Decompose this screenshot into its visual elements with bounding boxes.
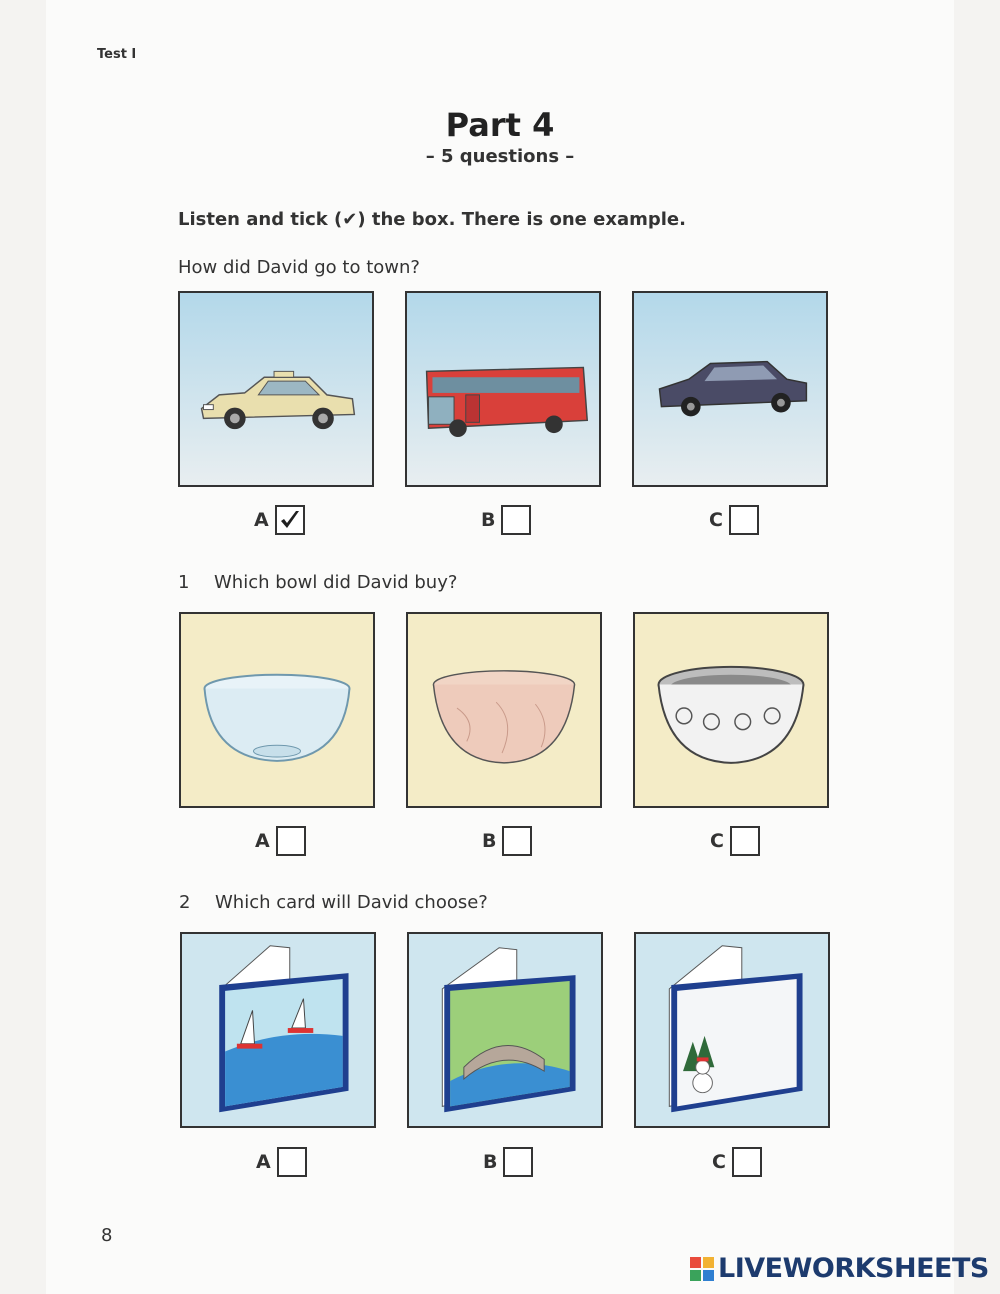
q1-option-b[interactable] (482, 826, 532, 856)
tick-box[interactable] (276, 826, 306, 856)
liveworksheets-icon (690, 1257, 714, 1281)
question-1 (178, 572, 457, 593)
bus-picture (405, 291, 601, 487)
question-number: 1 (178, 572, 190, 593)
tick-box-checked[interactable] (275, 505, 305, 535)
example-option-a[interactable] (254, 505, 305, 535)
boats-card-picture (180, 932, 376, 1128)
option-letter: C (710, 830, 724, 852)
page-number: 8 (101, 1225, 113, 1246)
option-letter: B (481, 509, 496, 531)
option-letter: B (482, 830, 497, 852)
q2-option-a[interactable] (256, 1147, 307, 1177)
tick-box[interactable] (501, 505, 531, 535)
question-text: Which bowl did David buy? (214, 572, 458, 593)
test-label: Test I (97, 47, 137, 62)
taxi-picture (178, 291, 374, 487)
question-2 (179, 892, 488, 913)
page-subtitle: – 5 questions – (425, 146, 575, 167)
tick-box[interactable] (730, 826, 760, 856)
option-letter: A (255, 830, 270, 852)
example-option-b[interactable] (481, 505, 531, 535)
tick-box[interactable] (503, 1147, 533, 1177)
liveworksheets-logo (690, 1253, 989, 1284)
question-text: Which card will David choose? (215, 892, 488, 913)
option-letter: A (256, 1151, 271, 1173)
brand-name: LIVEWORKSHEETS (718, 1253, 989, 1284)
example-question: How did David go to town? (178, 257, 420, 278)
tick-box[interactable] (277, 1147, 307, 1177)
bridge-card-picture (407, 932, 603, 1128)
option-letter: A (254, 509, 269, 531)
page-title: Part 4 (445, 106, 555, 144)
q1-option-c[interactable] (710, 826, 760, 856)
car-picture (632, 291, 828, 487)
q1-option-a[interactable] (255, 826, 306, 856)
patterned-bowl-picture (633, 612, 829, 808)
instruction-text: Listen and tick (✔) the box. There is one example. (178, 209, 686, 230)
tick-box[interactable] (502, 826, 532, 856)
tick-box[interactable] (732, 1147, 762, 1177)
snowman-card-picture (634, 932, 830, 1128)
tick-box[interactable] (729, 505, 759, 535)
option-letter: C (709, 509, 723, 531)
option-letter: B (483, 1151, 498, 1173)
q2-option-c[interactable] (712, 1147, 762, 1177)
example-option-c[interactable] (709, 505, 759, 535)
checkmark-icon (278, 508, 302, 532)
q2-option-b[interactable] (483, 1147, 533, 1177)
glass-bowl-picture (179, 612, 375, 808)
option-letter: C (712, 1151, 726, 1173)
wooden-bowl-picture (406, 612, 602, 808)
question-number: 2 (179, 892, 191, 913)
